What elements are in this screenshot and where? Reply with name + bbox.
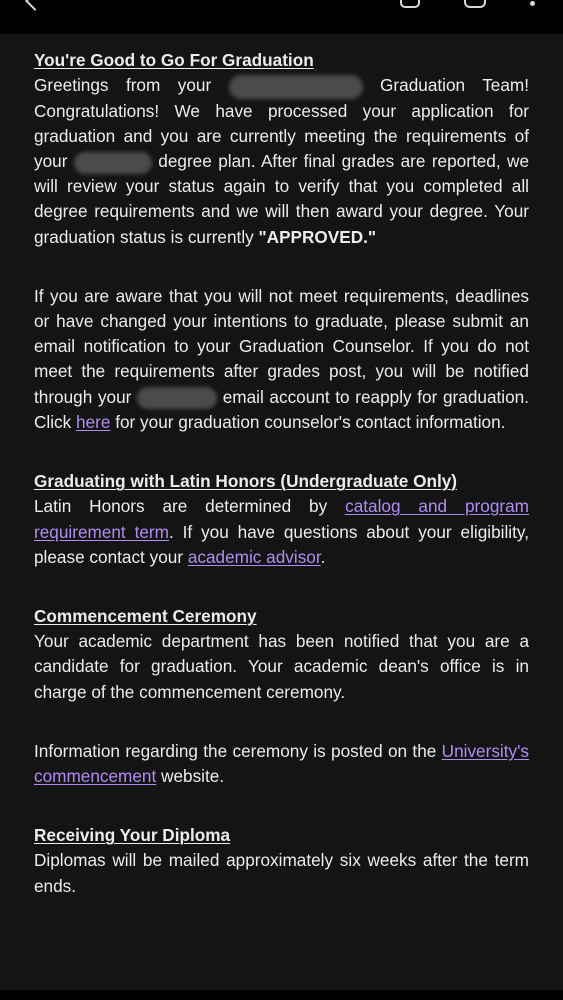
commencement-website-link[interactable]: University's commencement — [34, 740, 529, 786]
section-latin-honors — [34, 469, 529, 570]
section-heading: Graduating with Latin Honors (Undergraduate Only) — [34, 471, 458, 492]
redacted-university-name — [74, 152, 152, 174]
email-body — [0, 34, 563, 990]
window-icon[interactable] — [464, 0, 486, 8]
section-heading: You're Good to Go For Graduation — [34, 50, 314, 70]
requirements-paragraph: If you are aware that you will not meet requirements, deadlines or have changed your intentions to graduate, please submit an email notification to your Graduation Counselor. If you do not meet the requirements after grades post, you will be notified through your email account to reapply for graduation. Click here for your graduation counselor's contact information. — [34, 285, 529, 432]
status-paragraph: Greetings from your Graduation Team! Congratulations! We have processed your application for graduation and you are currently meeting the requirements of your degree plan. After final grades are reported, we will review your status again to verify that you completed all degree requirements and we will then award your degree. Your graduation status is currently "APPROVED." — [34, 75, 530, 247]
more-options-icon[interactable] — [530, 1, 535, 6]
diploma-paragraph: Diplomas will be mailed approximately six weeks after the term ends. — [34, 850, 529, 896]
commencement-paragraph: Your academic department has been notified that you are a candidate for graduation. Your academic dean's office is in charge of the commencement ceremony. — [34, 631, 529, 702]
counselor-contact-link[interactable]: here — [76, 411, 111, 432]
section-diploma — [34, 823, 529, 899]
bottom-bar — [0, 990, 563, 1000]
section-graduation-status — [34, 48, 529, 435]
section-heading: Receiving Your Diploma — [34, 825, 231, 846]
tabs-icon[interactable] — [400, 0, 420, 8]
top-toolbar — [0, 0, 563, 34]
academic-advisor-link[interactable]: academic advisor — [187, 546, 321, 567]
section-heading: Commencement Ceremony — [34, 605, 257, 626]
latin-honors-paragraph: Latin Honors are determined by catalog and program requirement term. If you have questions about your eligibility, please contact your academic advisor. — [34, 496, 529, 567]
ceremony-info-paragraph: Information regarding the ceremony is posted on the University's commencement website. — [34, 740, 529, 786]
status-value: "APPROVED." — [258, 226, 377, 247]
redacted-university-name — [137, 387, 217, 409]
catalog-requirement-link[interactable]: catalog and program requirement term — [34, 496, 529, 542]
section-commencement — [34, 604, 529, 789]
redacted-university-name — [229, 75, 363, 99]
back-arrow-icon[interactable] — [25, 0, 45, 11]
